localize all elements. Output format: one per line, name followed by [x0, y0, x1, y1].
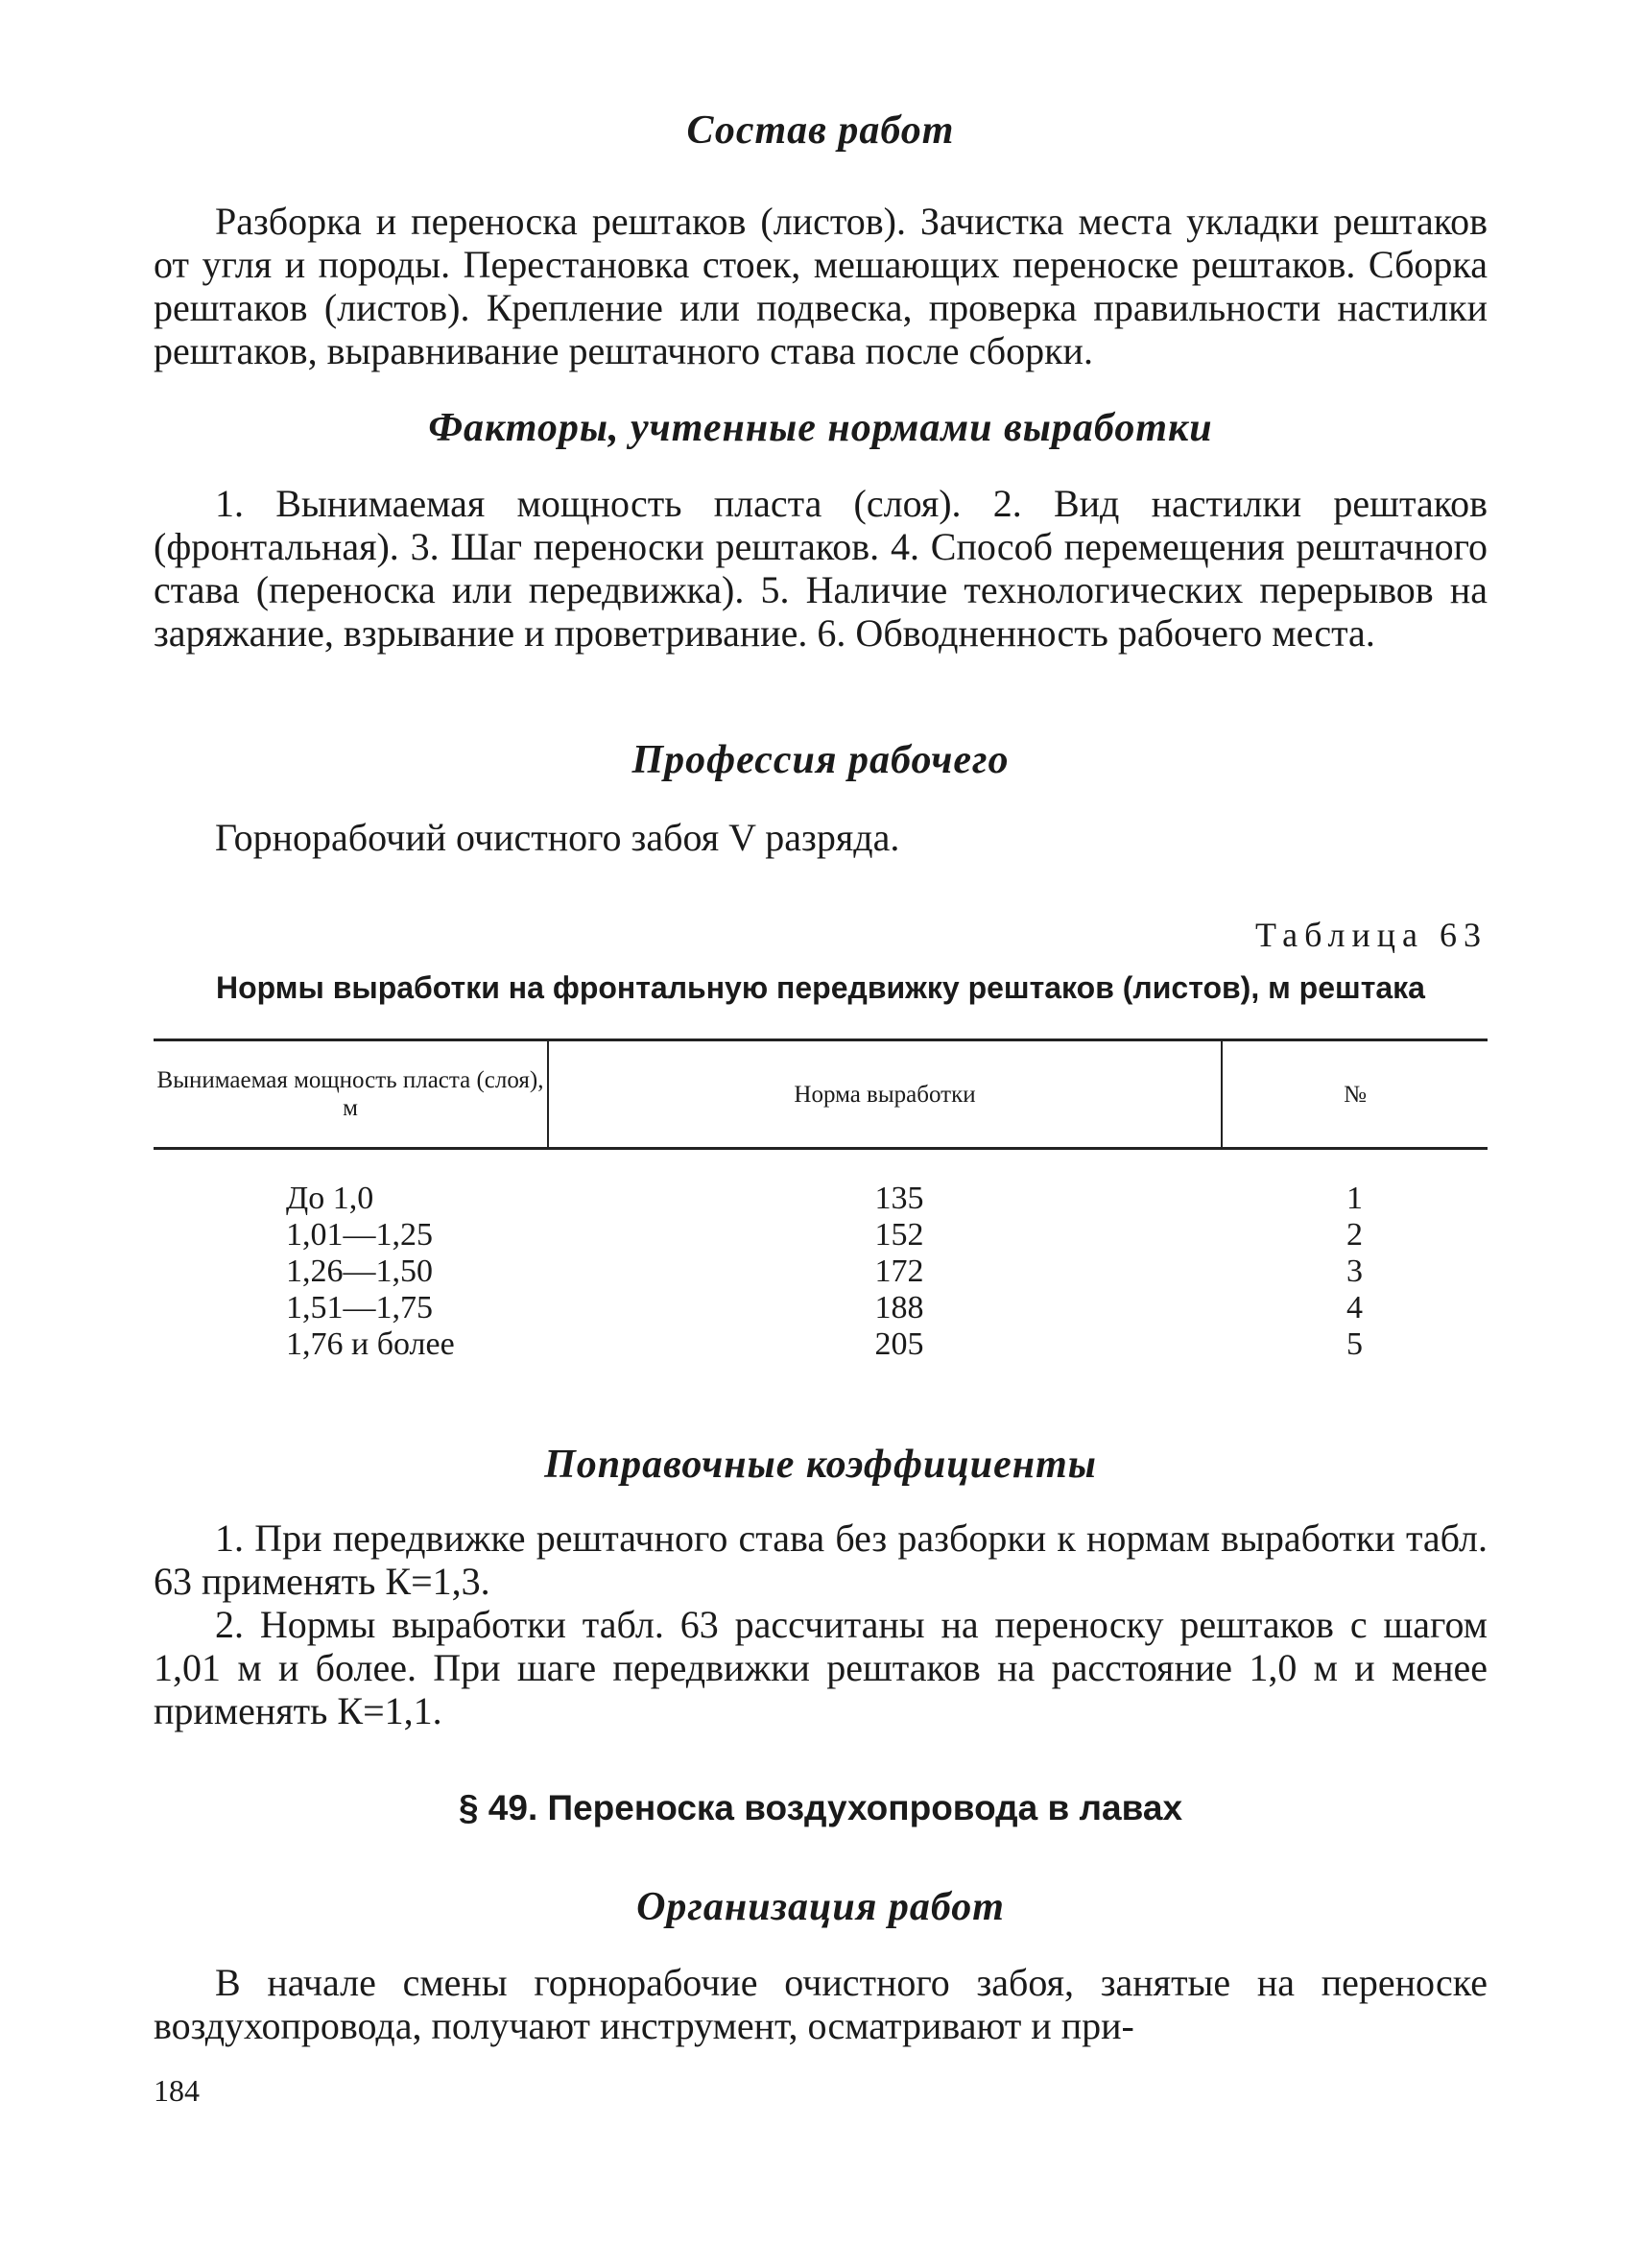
cell-norm: 135	[874, 1181, 924, 1216]
table-row	[154, 1253, 1488, 1290]
correction-item-2: 2. Нормы выработки табл. 63 рассчитаны на переноску рештаков с шагом 1,01 м и более. При шаге передвижки рештаков на расстояние 1,0 м и менее применять К=1,1.	[154, 1603, 1488, 1732]
header-thickness: Вынимаемая мощность пласта (слоя), м	[154, 1040, 548, 1149]
cell-number: 4	[1346, 1290, 1363, 1325]
correction-heading: Поправочные коэффициенты	[544, 1443, 1097, 1487]
table-row	[154, 1217, 1488, 1253]
table-header-row	[154, 1040, 1488, 1149]
cell-norm: 172	[874, 1253, 924, 1289]
cell-thickness: 1,76 и более	[286, 1326, 455, 1362]
cell-thickness: 1,51—1,75	[286, 1290, 433, 1325]
cell-number: 5	[1346, 1326, 1363, 1362]
cell-number: 3	[1346, 1253, 1363, 1289]
work-composition-heading: Состав работ	[686, 108, 955, 153]
output-norms-table	[154, 1039, 1488, 1363]
page-number: 184	[154, 2073, 200, 2108]
table-row	[154, 1149, 1488, 1218]
table-number-label: Таблица 63	[1255, 916, 1488, 954]
cell-norm: 152	[874, 1217, 924, 1253]
organization-heading: Организация работ	[636, 1885, 1005, 1929]
paragraph-49-title: § 49. Переноска воздухопровода в лавах	[458, 1788, 1183, 1827]
table-row	[154, 1290, 1488, 1326]
profession-heading: Профессия рабочего	[631, 738, 1010, 782]
cell-thickness: До 1,0	[286, 1181, 374, 1216]
work-composition-text: Разборка и переноска рештаков (листов). Зачистка места укладки рештаков от угля и породы. Перестановка стоек, мешающих переноске рештаков. Сборка рештаков (листов). Крепление или подвеска, проверка правильности настилки рештаков, выравнивание рештачного става после сборки.	[154, 200, 1488, 372]
cell-thickness: 1,01—1,25	[286, 1217, 433, 1253]
cell-norm: 188	[874, 1290, 924, 1325]
document-page	[154, 107, 1488, 2047]
header-number: №	[1222, 1040, 1488, 1149]
table-row	[154, 1326, 1488, 1363]
organization-text: В начале смены горнорабочие очистного забоя, занятые на переноске воздухопровода, получают инструмент, осматривают и при-	[154, 1961, 1488, 2047]
table-caption: Нормы выработки на фронтальную передвижку рештаков (листов), м рештака	[216, 970, 1425, 1005]
cell-norm: 205	[874, 1326, 924, 1362]
cell-number: 1	[1346, 1181, 1363, 1216]
factors-heading: Факторы, учтенные нормами выработки	[428, 406, 1213, 450]
cell-number: 2	[1346, 1217, 1363, 1253]
profession-text: Горнорабочий очистного забоя V разряда.	[215, 816, 900, 859]
header-norm: Норма выработки	[548, 1040, 1222, 1149]
cell-thickness: 1,26—1,50	[286, 1253, 433, 1289]
factors-text: 1. Вынимаемая мощность пласта (слоя). 2. Вид настилки рештаков (фронтальная). 3. Шаг переноски рештаков. 4. Способ перемещения рештачного става (переноска или передвижка). 5. Наличие технологических перерывов на заряжание, взрывание и проветривание. 6. Обводненность рабочего места.	[154, 482, 1488, 655]
correction-item-1: 1. При передвижке рештачного става без разборки к нормам выработки табл. 63 применять К=1,3.	[154, 1516, 1488, 1603]
